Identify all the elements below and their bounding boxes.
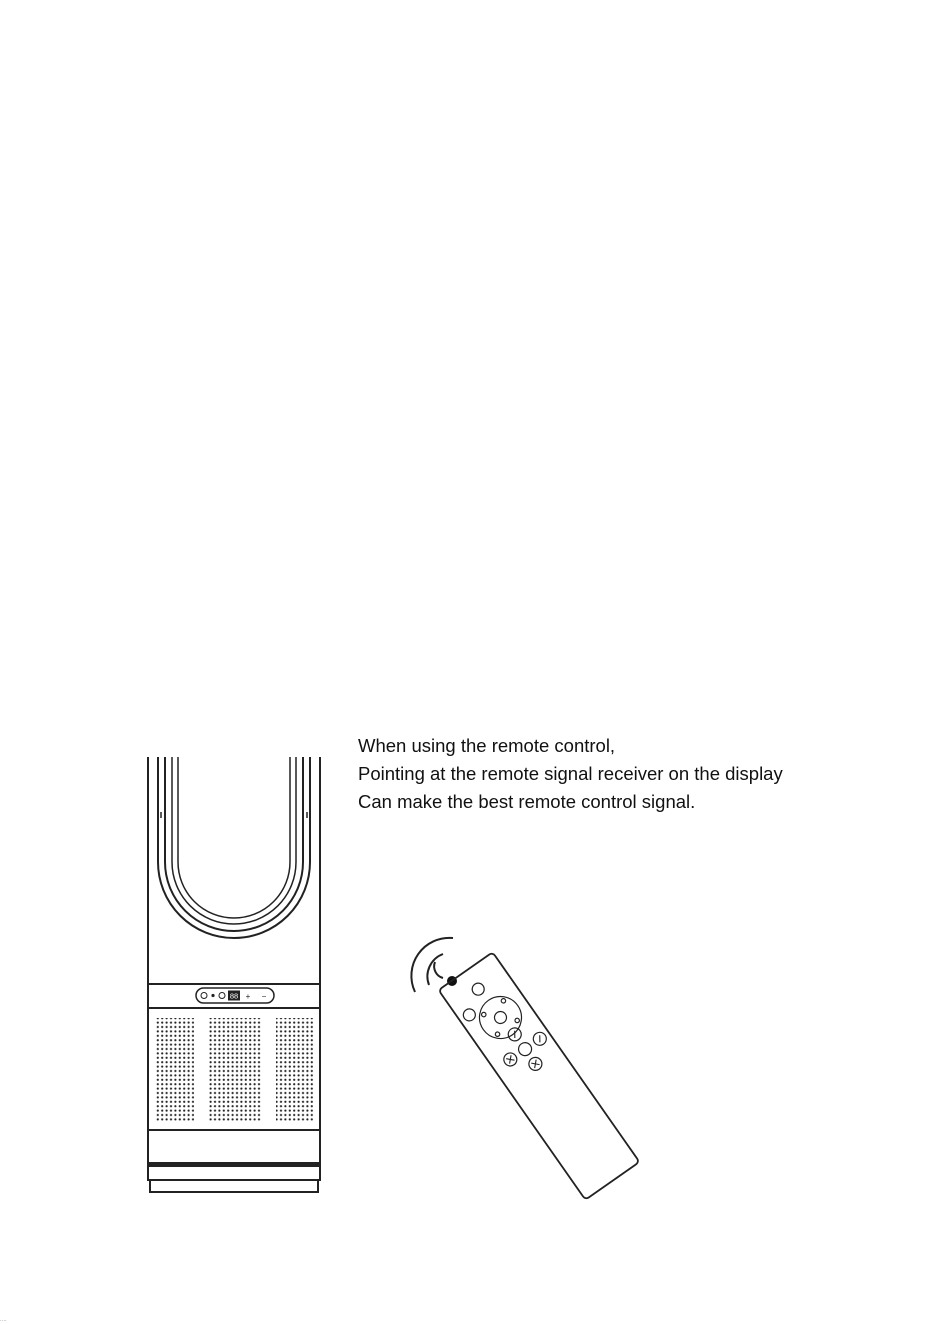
minus-symbol: − [261,992,267,1001]
instruction-line-3: Can make the best remote control signal. [358,791,696,812]
display-panel [196,988,274,1003]
mode-button-icon [461,1007,478,1024]
page-edge-mark: ···· [0,1318,7,1324]
instruction-line-2: Pointing at the remote signal receiver on the display [358,763,783,784]
remote-control-illustration [395,930,675,1200]
instruction-line-1: When using the remote control, [358,735,616,756]
timer-button-icon [492,1009,509,1026]
air-intake-grille [156,1018,314,1122]
plus-symbol: + [245,992,251,1001]
display-readout: 88 [229,991,239,1001]
instruction-text [358,732,828,816]
dial-ring-icon [471,988,529,1046]
tower-fan-illustration [138,752,328,1200]
power-button-icon [470,981,487,998]
center-button-icon [516,1040,534,1058]
